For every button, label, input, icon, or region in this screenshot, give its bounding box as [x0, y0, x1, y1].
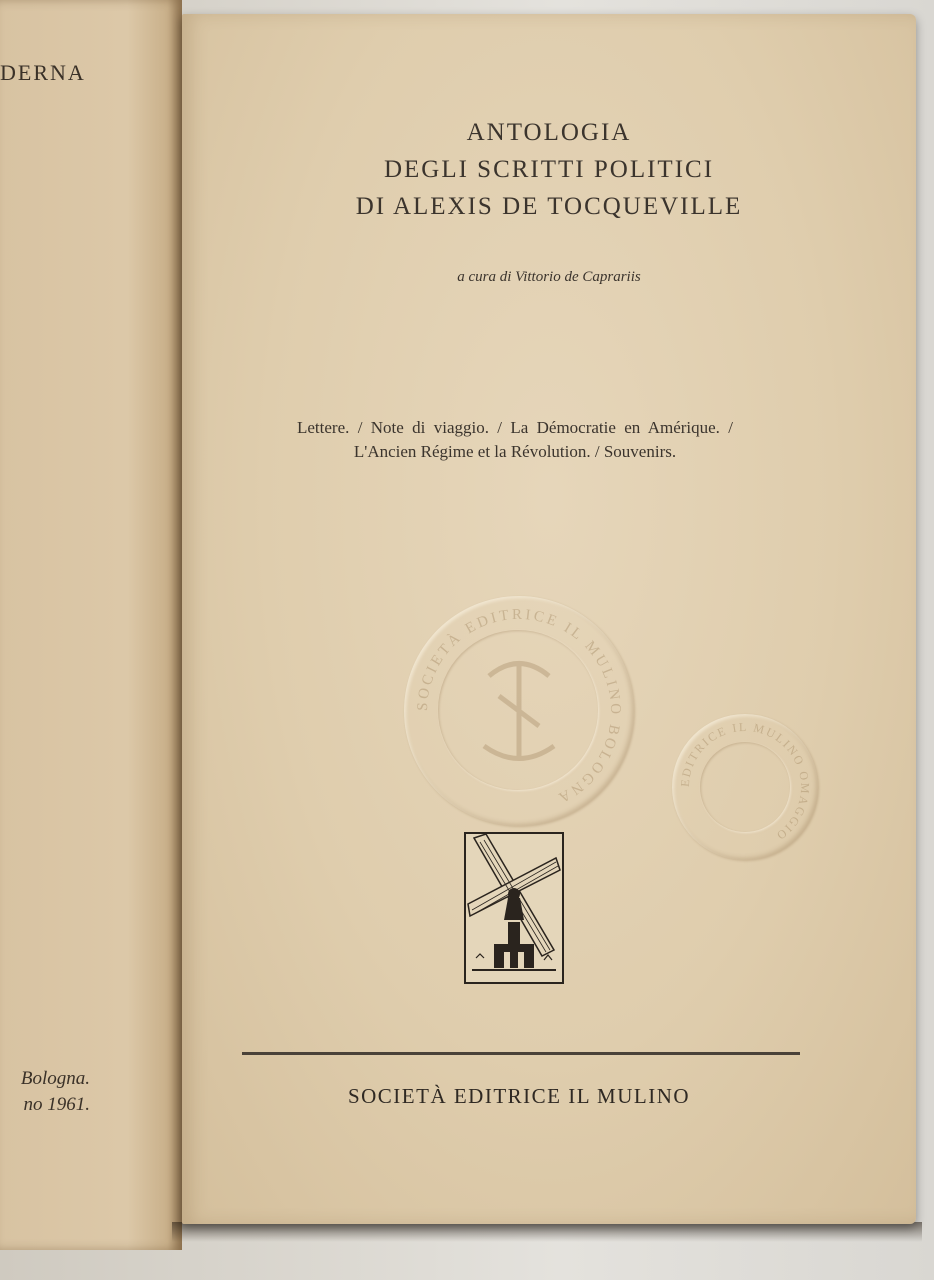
seal-small-lettering-icon [672, 714, 818, 860]
title-line-1: ANTOLOGIA [466, 119, 632, 146]
editor-credit: a cura di Vittorio de Caprariis [457, 269, 641, 285]
windmill-logo [464, 832, 564, 984]
page-shadow [172, 1222, 922, 1242]
title-line-3: DI ALEXIS DE TOCQUEVILLE [355, 193, 743, 220]
windmill-icon [464, 832, 564, 984]
contents-list: Lettere. / Note di viaggio. / La Démocratie en Amérique. / L'Ancien Régime et la Révolution. / Souvenirs. [297, 418, 733, 461]
seal-small-text: EDITRICE IL MULINO OMAGGIO [677, 719, 813, 844]
book-title [182, 114, 916, 225]
left-page-imprint [0, 1066, 90, 1118]
svg-text:EDITRICE IL MULINO OMAGGIO [678, 720, 812, 844]
imprint-line-1: Bologna. [20, 1068, 90, 1089]
seal-large-lettering-icon [404, 596, 634, 826]
embossed-seal-large [404, 596, 634, 826]
imprint-line-2: no 1961. [23, 1094, 90, 1115]
left-page-header: DERNA [0, 60, 86, 85]
embossed-seal-small [672, 714, 818, 860]
title-line-2: DEGLI SCRITTI POLITICI [383, 156, 715, 183]
title-page [182, 14, 916, 1224]
left-page [0, 0, 182, 1250]
publisher-divider [242, 1052, 800, 1055]
seal-large-text: SOCIETÀ EDITRICE IL MULINO BOLOGNA [414, 606, 624, 807]
publisher-name: SOCIETÀ EDITRICE IL MULINO [347, 1084, 691, 1108]
